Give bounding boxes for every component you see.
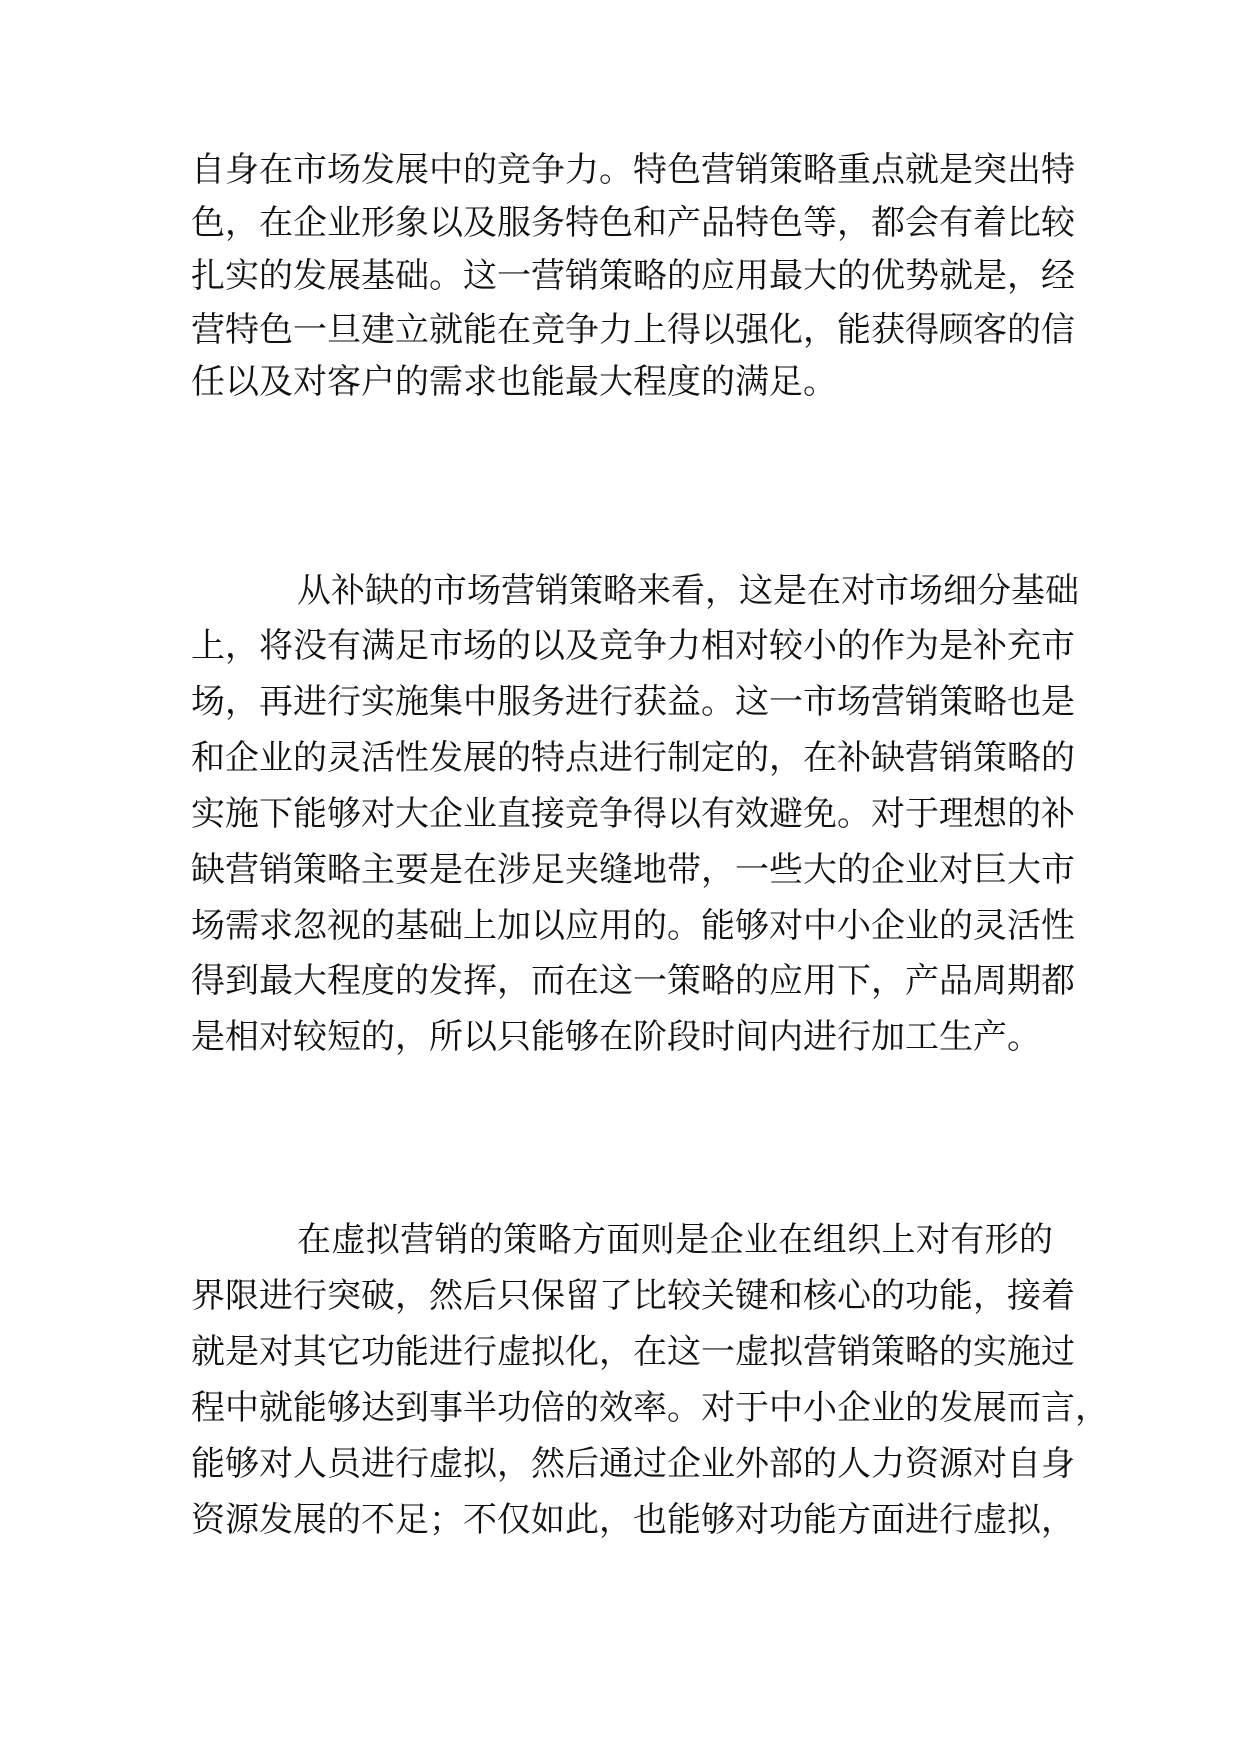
text-line: 界限进行突破，然后只保留了比较关键和核心的功能，接着	[191, 1276, 1075, 1316]
text-line: 缺营销策略主要是在涉足夹缝地带，一些大的企业对巨大市	[191, 850, 1075, 890]
text-line: 实施下能够对大企业直接竞争得以有效避免。对于理想的补	[191, 794, 1075, 834]
text-line: 程中就能够达到事半功倍的效率。对于中小企业的发展而言，	[191, 1388, 1109, 1428]
text-line: 场，再进行实施集中服务进行获益。这一市场营销策略也是	[191, 682, 1075, 722]
text-line: 资源发展的不足；不仅如此，也能够对功能方面进行虚拟，	[191, 1500, 1075, 1540]
text-line: 扎实的发展基础。这一营销策略的应用最大的优势就是，经	[191, 256, 1075, 296]
text-line: 营特色一旦建立就能在竞争力上得以强化，能获得顾客的信	[191, 310, 1075, 350]
text-line: 自身在市场发展中的竞争力。特色营销策略重点就是突出特	[191, 150, 1075, 190]
text-line: 和企业的灵活性发展的特点进行制定的，在补缺营销策略的	[191, 738, 1075, 778]
text-line: 上，将没有满足市场的以及竞争力相对较小的作为是补充市	[191, 626, 1075, 666]
text-line: 是相对较短的，所以只能够在阶段时间内进行加工生产。	[191, 1017, 1041, 1057]
text-line: 就是对其它功能进行虚拟化，在这一虚拟营销策略的实施过	[191, 1332, 1075, 1372]
text-line: 在虚拟营销的策略方面则是企业在组织上对有形的	[297, 1220, 1053, 1260]
text-line: 任以及对客户的需求也能最大程度的满足。	[191, 362, 837, 402]
text-line: 能够对人员进行虚拟，然后通过企业外部的人力资源对自身	[191, 1444, 1075, 1484]
text-line: 得到最大程度的发挥，而在这一策略的应用下，产品周期都	[191, 961, 1075, 1001]
text-line: 色，在企业形象以及服务特色和产品特色等，都会有着比较	[191, 203, 1075, 243]
text-line: 从补缺的市场营销策略来看，这是在对市场细分基础	[297, 571, 1079, 611]
text-line: 场需求忽视的基础上加以应用的。能够对中小企业的灵活性	[191, 906, 1075, 946]
